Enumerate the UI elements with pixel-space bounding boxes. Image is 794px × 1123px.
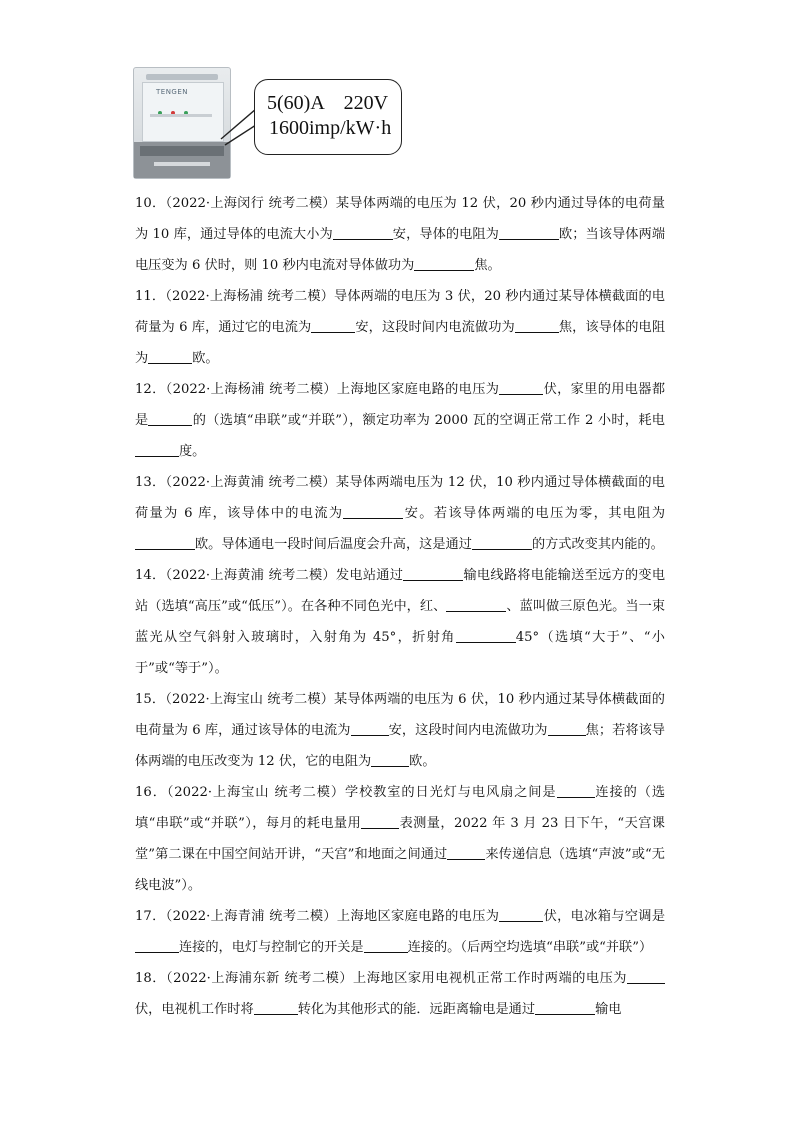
- question-q15: [135, 684, 665, 777]
- question-q11: [135, 281, 665, 374]
- answer-blank[interactable]: [414, 256, 474, 271]
- question-text: 17．（2022·上海青浦 统考二模）上海地区家庭电路的电压为: [135, 909, 500, 924]
- question-text: 的（选填“串联”或“并联”），额定功率为 2000 瓦的空调正常工作 2 小时，耗电: [192, 413, 665, 428]
- question-text: 45°（选填“大于”、“小于”或“等于”）。: [135, 630, 665, 676]
- question-q10: [135, 188, 665, 281]
- question-q14: [135, 560, 665, 684]
- answer-blank[interactable]: [254, 1000, 298, 1015]
- answer-blank[interactable]: [135, 442, 179, 457]
- question-list: [135, 188, 665, 1025]
- question-q18: [135, 963, 665, 1025]
- question-text: 欧。: [409, 754, 436, 769]
- question-text: 12．（2022·上海杨浦 统考二模）上海地区家庭电路的电压为: [135, 382, 500, 397]
- question-text: 焦；若将该导体两端的电压改变为 12 伏，它的电阻为: [135, 723, 665, 769]
- answer-blank[interactable]: [333, 225, 393, 240]
- answer-blank[interactable]: [135, 535, 195, 550]
- question-text: 欧。导体通电一段时间后温度会升高，这是通过: [195, 537, 472, 552]
- question-text: 16．（2022·上海宝山 统考二模）学校教室的日光灯与电风扇之间是: [135, 785, 557, 800]
- question-q17: [135, 901, 665, 963]
- answer-blank[interactable]: [364, 938, 408, 953]
- answer-blank[interactable]: [499, 907, 543, 922]
- question-q12: [135, 374, 665, 467]
- question-text: 安，这段时间内电流做功为: [355, 320, 515, 335]
- answer-blank[interactable]: [515, 318, 559, 333]
- question-text: 安。若该导体两端的电压为零，其电阻为: [403, 506, 666, 521]
- question-text: 焦，该导体的电阻为: [135, 320, 666, 366]
- answer-blank[interactable]: [311, 318, 355, 333]
- answer-blank[interactable]: [446, 597, 506, 612]
- meter-brand-logo: TENGEN: [156, 88, 189, 96]
- question-text: 度。: [179, 444, 206, 459]
- answer-blank[interactable]: [403, 566, 463, 581]
- question-text: 欧。: [192, 351, 219, 366]
- question-text: 、蓝叫做三原色光。当一束蓝光从空气斜射入玻璃时，入射角为 45°，折射角: [135, 599, 666, 645]
- question-text: 的方式改变其内能的。: [531, 537, 664, 552]
- question-text: 连接的。（后两空均选填“串联”或“并联”）: [407, 940, 653, 955]
- answer-blank[interactable]: [557, 783, 595, 798]
- question-text: 安，这段时间内电流做功为: [388, 723, 548, 738]
- answer-blank[interactable]: [351, 721, 389, 736]
- question-text: 18．（2022·上海浦东新 统考二模）上海地区家用电视机正常工作时两端的电压为: [135, 971, 627, 986]
- question-q13: [135, 467, 665, 560]
- electric-meter-figure: [133, 65, 403, 180]
- question-text: 14．（2022·上海黄浦 统考二模）发电站通过: [135, 568, 404, 583]
- question-text: 伏，家里的用电器都是: [135, 382, 666, 428]
- question-text: 转化为其他形式的能．远距离输电是通过: [297, 1002, 536, 1017]
- answer-blank[interactable]: [548, 721, 586, 736]
- answer-blank[interactable]: [499, 225, 559, 240]
- question-text: 连接的（选填“串联”或“并联”），每月的耗电量用: [135, 785, 666, 831]
- meter-rating-line-2: 1600imp/kW·h: [269, 117, 392, 139]
- question-text: 安，导体的电阻为: [392, 227, 499, 242]
- question-text: 输电: [595, 1002, 622, 1017]
- answer-blank[interactable]: [627, 969, 665, 984]
- meter-rating-line-1: 5(60)A 220V: [267, 92, 389, 114]
- question-text: 欧；当该导体两端电压变为 6 伏时，则 10 秒内电流对导体做功为: [135, 227, 666, 273]
- answer-blank[interactable]: [361, 814, 399, 829]
- question-text: 伏，电冰箱与空调是: [543, 909, 666, 924]
- answer-blank[interactable]: [456, 628, 516, 643]
- answer-blank[interactable]: [148, 411, 192, 426]
- answer-blank[interactable]: [499, 380, 543, 395]
- callout-pointer: [133, 65, 263, 180]
- question-text: 输电线路将电能输送至远方的变电站（选填“高压”或“低压”）。在各种不同色光中，红、: [135, 568, 666, 614]
- question-text: 13．（2022·上海黄浦 统考二模）某导体两端电压为 12 伏，10 秒内通过导体横截面的电荷量为 6 库，该导体中的电流为: [135, 475, 665, 521]
- answer-blank[interactable]: [472, 535, 532, 550]
- answer-blank[interactable]: [535, 1000, 595, 1015]
- answer-blank[interactable]: [371, 752, 409, 767]
- question-text: 11．（2022·上海杨浦 统考二模）导体两端的电压为 3 伏，20 秒内通过某导体横截面的电荷量为 6 库，通过它的电流为: [135, 289, 665, 335]
- answer-blank[interactable]: [447, 845, 485, 860]
- question-q16: [135, 777, 665, 901]
- answer-blank[interactable]: [148, 349, 192, 364]
- question-text: 表测量，2022 年 3 月 23 日下午，“天宫课堂”第二课在中国空间站开讲，“天宫”和地面之间通过: [135, 816, 665, 862]
- question-text: 伏，电视机工作时将: [135, 1002, 254, 1017]
- question-text: 焦。: [474, 258, 501, 273]
- question-text: 10．（2022·上海闵行 统考二模）某导体两端的电压为 12 伏，20 秒内通过导体的电荷量为 10 库，通过导体的电流大小为: [135, 196, 665, 242]
- answer-blank[interactable]: [343, 504, 403, 519]
- question-text: 来传递信息（选填“声波”或“无线电波”）。: [135, 847, 665, 893]
- meter-rating-callout: [254, 79, 402, 155]
- answer-blank[interactable]: [135, 938, 179, 953]
- question-text: 15．（2022·上海宝山 统考二模）某导体两端的电压为 6 伏，10 秒内通过某导体横截面的电荷量为 6 库，通过该导体的电流为: [135, 692, 665, 738]
- question-text: 连接的，电灯与控制它的开关是: [179, 940, 364, 955]
